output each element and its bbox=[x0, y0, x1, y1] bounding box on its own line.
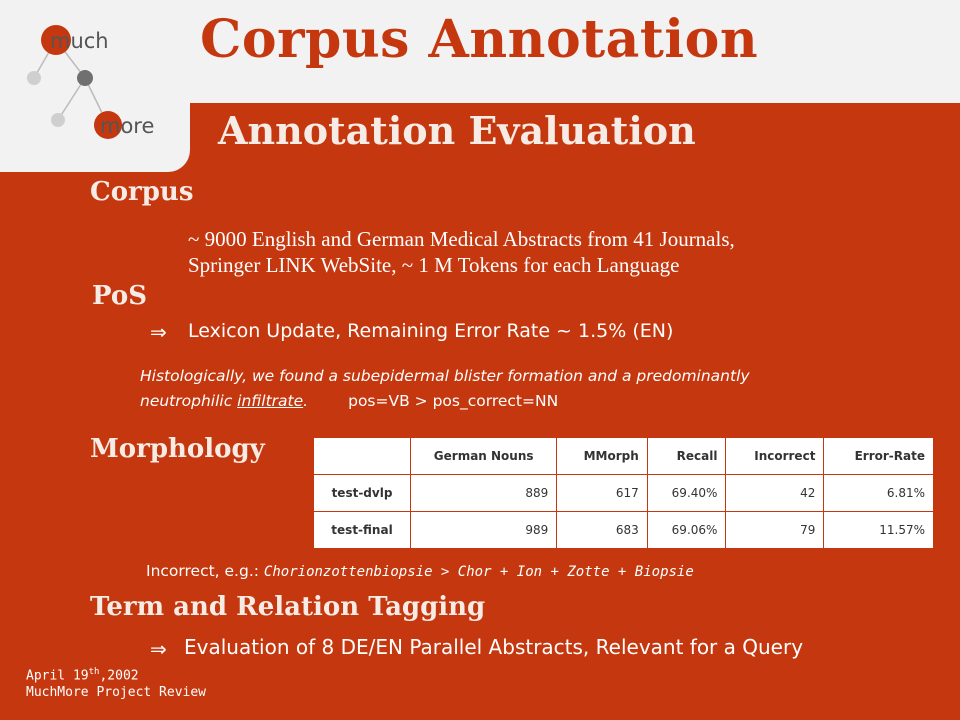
table-cell: 683 bbox=[557, 512, 647, 549]
table-cell: 889 bbox=[411, 475, 557, 512]
logo-text-bottom: more bbox=[100, 114, 155, 138]
table-cell: 989 bbox=[411, 512, 557, 549]
pos-heading: PoS bbox=[92, 281, 147, 311]
corpus-line-1: ~ 9000 English and German Medical Abstracts from 41 Journals, bbox=[188, 227, 735, 251]
table-cell: 617 bbox=[557, 475, 647, 512]
logo bbox=[0, 0, 190, 172]
table-row bbox=[314, 512, 934, 549]
table-header: German Nouns bbox=[411, 438, 557, 475]
table-cell: 6.81% bbox=[824, 475, 934, 512]
table-cell: 11.57% bbox=[824, 512, 934, 549]
footer-date-suffix: ,2002 bbox=[99, 668, 139, 684]
incorrect-label: Incorrect, e.g.: bbox=[146, 562, 259, 580]
footer-date-prefix: April 19 bbox=[26, 668, 89, 684]
pos-example bbox=[140, 364, 750, 414]
table-row bbox=[314, 475, 934, 512]
term-heading: Term and Relation Tagging bbox=[90, 592, 486, 622]
table-header: Error-Rate bbox=[824, 438, 934, 475]
table-corner bbox=[314, 438, 411, 475]
term-text: Evaluation of 8 DE/EN Parallel Abstracts, Relevant for a Query bbox=[184, 635, 804, 659]
footer-project: MuchMore Project Review bbox=[26, 685, 207, 701]
table-header: MMorph bbox=[557, 438, 647, 475]
arrow-icon: ⇒ bbox=[150, 320, 167, 344]
incorrect-example bbox=[146, 562, 694, 580]
footer-date-sup: th bbox=[88, 667, 100, 677]
logo-graphic bbox=[0, 0, 190, 172]
table-row-label: test-final bbox=[314, 512, 411, 549]
table-row-label: test-dvlp bbox=[314, 475, 411, 512]
morphology-heading: Morphology bbox=[90, 434, 265, 464]
pos-example-tag: pos=VB > pos_correct=NN bbox=[348, 392, 559, 410]
pos-example-word: infiltrate bbox=[237, 392, 304, 410]
table-header: Recall bbox=[647, 438, 726, 475]
page-title: Corpus Annotation bbox=[200, 9, 759, 70]
pos-example-pre: neutrophilic bbox=[140, 392, 238, 410]
footer bbox=[26, 664, 206, 701]
incorrect-example-text: Chorionzottenbiopsie > Chor + Ion + Zotte + Biopsie bbox=[263, 564, 694, 580]
corpus-heading: Corpus bbox=[90, 177, 194, 207]
table-header: Incorrect bbox=[726, 438, 824, 475]
pos-update-text: Lexicon Update, Remaining Error Rate ~ 1.5% (EN) bbox=[188, 320, 674, 342]
morphology-table bbox=[313, 437, 934, 549]
table-cell: 42 bbox=[726, 475, 824, 512]
table-cell: 69.40% bbox=[647, 475, 726, 512]
corpus-line-2: Springer LINK WebSite, ~ 1 M Tokens for each Language bbox=[188, 253, 680, 277]
table-cell: 69.06% bbox=[647, 512, 726, 549]
logo-text-top: much bbox=[50, 29, 109, 53]
corpus-description bbox=[188, 226, 928, 278]
table-cell: 79 bbox=[726, 512, 824, 549]
table-header-row bbox=[314, 438, 934, 475]
pos-example-line-1: Histologically, we found a subepidermal blister formation and a predominantly bbox=[140, 367, 750, 385]
arrow-icon: ⇒ bbox=[150, 637, 167, 661]
page-subtitle: Annotation Evaluation bbox=[218, 108, 696, 153]
pos-example-post: . bbox=[303, 392, 309, 410]
